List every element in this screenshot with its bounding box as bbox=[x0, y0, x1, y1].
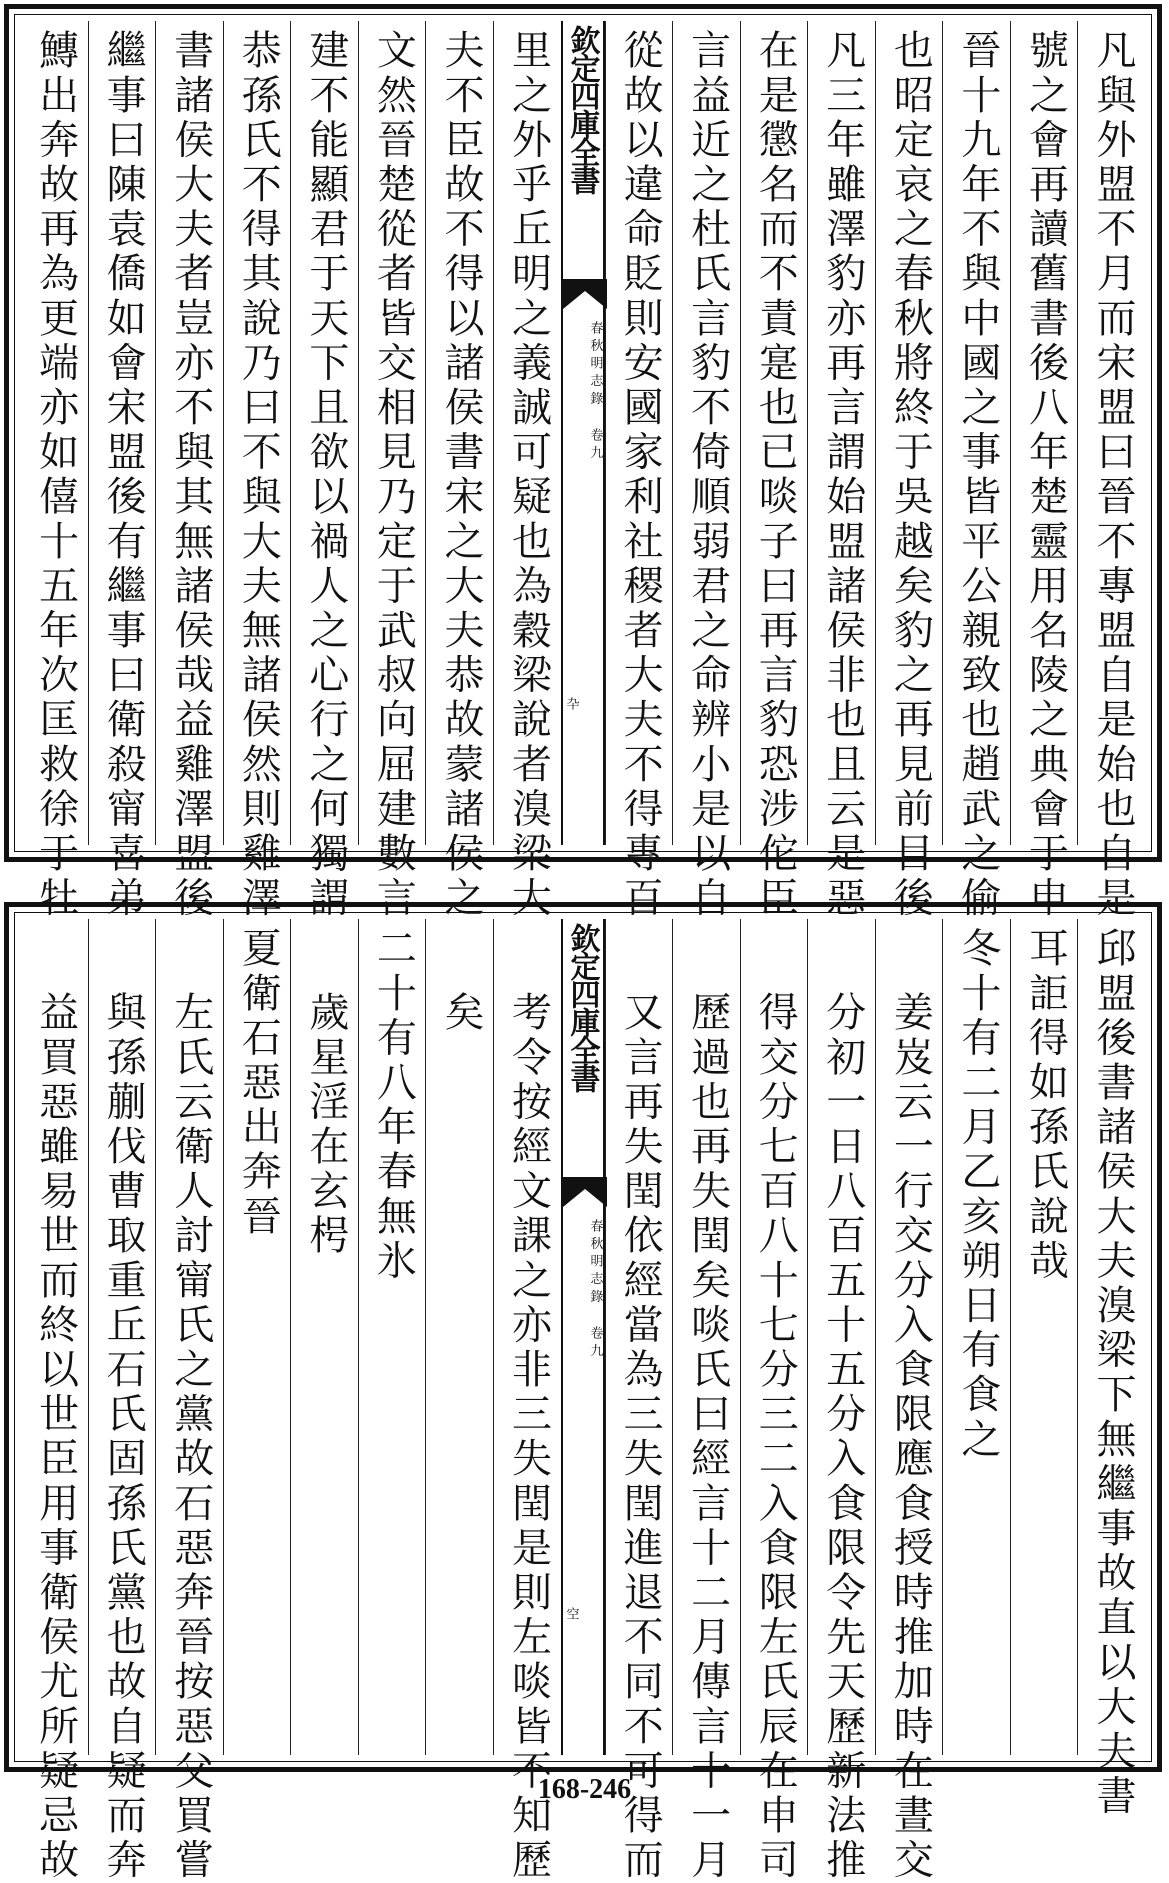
text-column: 又言再失閏依經當為三失閏進退不同不可得而 bbox=[605, 919, 673, 1755]
text-column: 凡三年雖澤豹亦再言謂始盟諸侯非也且云是惡 bbox=[807, 21, 875, 845]
folio-number: 卆 bbox=[563, 697, 579, 715]
text-column: 歷過也再失閏矣啖氏曰經言十二月傳言十一月 bbox=[672, 919, 740, 1755]
text-column: 里之外乎丘明之義誠可疑也為穀梁說者溴梁大 bbox=[493, 21, 561, 845]
text-column: 繼事曰陳袁僑如會宋盟後有繼事曰衛殺甯喜弟 bbox=[88, 21, 156, 845]
text-column: 與孫蒯伐曹取重丘石氏固孫氏黨也故自疑而奔 bbox=[88, 919, 156, 1755]
text-column: 在是懲名而不責寔也已啖子曰再言豹恐涉佗臣 bbox=[740, 21, 808, 845]
text-column: 晉十九年不與中國之事皆平公親致也趙武之偷 bbox=[942, 21, 1010, 845]
text-column: 左氏云衛人討甯氏之黨故石惡奔晉按惡父買嘗 bbox=[155, 919, 223, 1755]
book-title-block bbox=[563, 321, 603, 463]
volume-number: 卷九 bbox=[587, 1326, 603, 1362]
text-column: 二十有八年春無氷 bbox=[358, 919, 426, 1755]
text-column: 也昭定哀之春秋將終于吳越矣豹之再見前目後 bbox=[875, 21, 943, 845]
center-margin bbox=[561, 919, 605, 1755]
book-title-block bbox=[563, 1219, 603, 1361]
text-column: 考令按經文課之亦非三失閏是則左啖皆不知歷 bbox=[493, 919, 561, 1755]
text-column: 得交分七百八十七分三二入食限左氏辰在申司 bbox=[740, 919, 808, 1755]
text-column: 分初一日八百五十五分入食限令先天歷新法推 bbox=[807, 919, 875, 1755]
text-column: 凡與外盟不月而宋盟曰晉不專盟自是始也自是 bbox=[1077, 21, 1145, 845]
text-column: 夫不臣故不得以諸侯書宋之大夫恭故蒙諸侯之 bbox=[425, 21, 493, 845]
text-column: 歲星淫在玄枵 bbox=[290, 919, 358, 1755]
collection-title: 欽定四庫全書 bbox=[564, 923, 600, 1091]
top-page-columns bbox=[21, 21, 1145, 921]
text-column: 夏衛石惡出奔晉 bbox=[223, 919, 291, 1755]
text-column: 從故以違命貶則安國家利社稷者大夫不得專百 bbox=[605, 21, 673, 845]
text-column: 建不能顯君于天下且欲以禍人之心行之何獨謂 bbox=[290, 21, 358, 845]
text-column: 鱄出奔故再為更端亦如僖十五年次匡救徐于牡 bbox=[32, 29, 79, 921]
collection-title: 欽定四庫全書 bbox=[564, 25, 600, 193]
volume-number: 卷九 bbox=[587, 428, 603, 464]
text-column: 耳詎得如孫氏說哉 bbox=[1010, 919, 1078, 1755]
text-column: 益買惡雖易世而終以世臣用事衛侯尤所疑忌故 bbox=[32, 991, 79, 1883]
text-column: 冬十有二月乙亥朔日有食之 bbox=[942, 919, 1010, 1755]
text-column: 姜岌云一行交分入食限應食授時推加時在晝交 bbox=[875, 919, 943, 1755]
text-column: 矣 bbox=[425, 919, 493, 1755]
text-column: 文然晉楚從者皆交相見乃定于武叔向屈建數言 bbox=[358, 21, 426, 845]
fishtail-mark bbox=[563, 279, 607, 309]
book-title: 春秋明志錄 bbox=[587, 1219, 603, 1307]
text-column: 邱盟後書諸侯大夫溴梁下無繼事故直以大夫書 bbox=[1077, 919, 1145, 1755]
text-column: 書諸侯大夫者豈亦不與其無諸侯哉益雞澤盟後 bbox=[155, 21, 223, 845]
fishtail-mark bbox=[563, 1177, 607, 1207]
text-column: 恭孫氏不得其說乃曰不與大夫無諸侯然則雞澤 bbox=[223, 21, 291, 845]
text-column: 言益近之杜氏言豹不倚順弱君之命辨小是以自 bbox=[672, 21, 740, 845]
folio-number: 空 bbox=[563, 1607, 579, 1625]
top-page bbox=[4, 4, 1162, 921]
book-title: 春秋明志錄 bbox=[587, 321, 603, 409]
page-number: 168-246 bbox=[537, 1774, 632, 1805]
text-column: 號之會再讀舊書後八年楚靈用名陵之典會于申 bbox=[1010, 21, 1078, 845]
center-margin bbox=[561, 21, 605, 845]
